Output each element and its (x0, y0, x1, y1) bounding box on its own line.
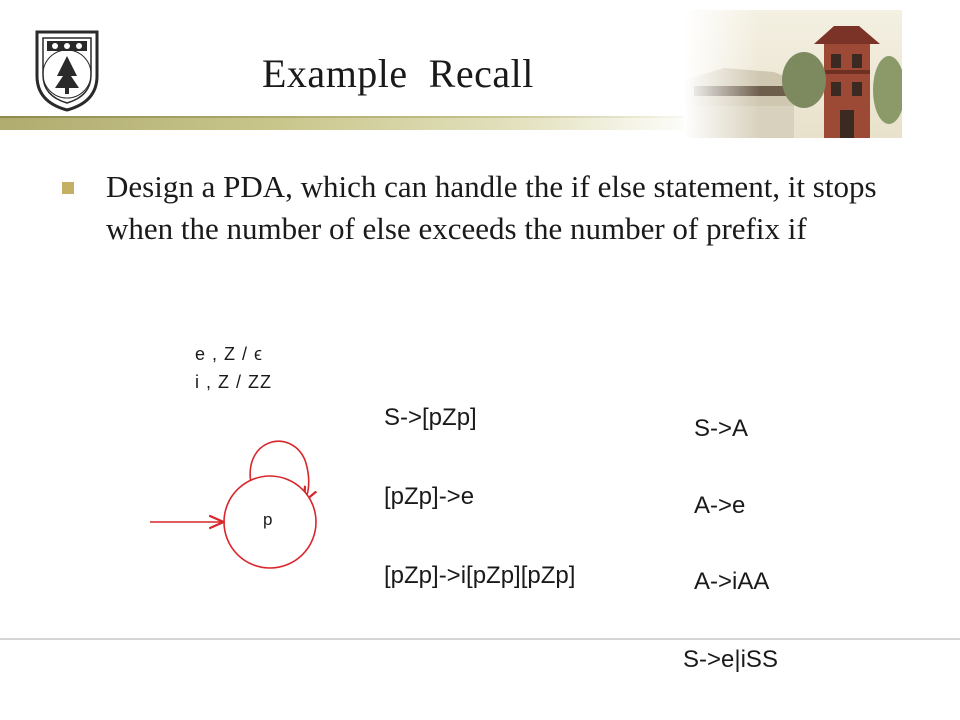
grammar-left-2: [pZp]->e (384, 483, 475, 510)
footer-divider (0, 638, 960, 640)
grammar-summary: S->e|iSS (683, 646, 778, 673)
grammar-right-1: S->A (694, 415, 749, 442)
grammar-right-3: A->iAA (694, 568, 770, 595)
transition-label-2: i , Z / ZZ (195, 372, 272, 392)
grammar-right-2: A->e (694, 492, 746, 519)
bullet-text: Design a PDA, which can handle the if else statement, it stops when the number of else exceeds the number of prefix if (106, 169, 877, 246)
grammar-left-3: [pZp]->i[pZp][pZp] (384, 562, 576, 589)
building-image (684, 10, 902, 138)
state-p-label: p (263, 510, 274, 529)
bullet-marker (62, 182, 74, 194)
slide-title: Example Recall (262, 51, 534, 96)
pda-diagram (140, 330, 340, 590)
transition-label-1: e , Z / ϵ (195, 344, 263, 364)
header-bar (0, 116, 700, 130)
header-bar-line (0, 116, 700, 118)
university-logo (33, 26, 101, 112)
grammar-left-1: S->[pZp] (384, 404, 477, 431)
